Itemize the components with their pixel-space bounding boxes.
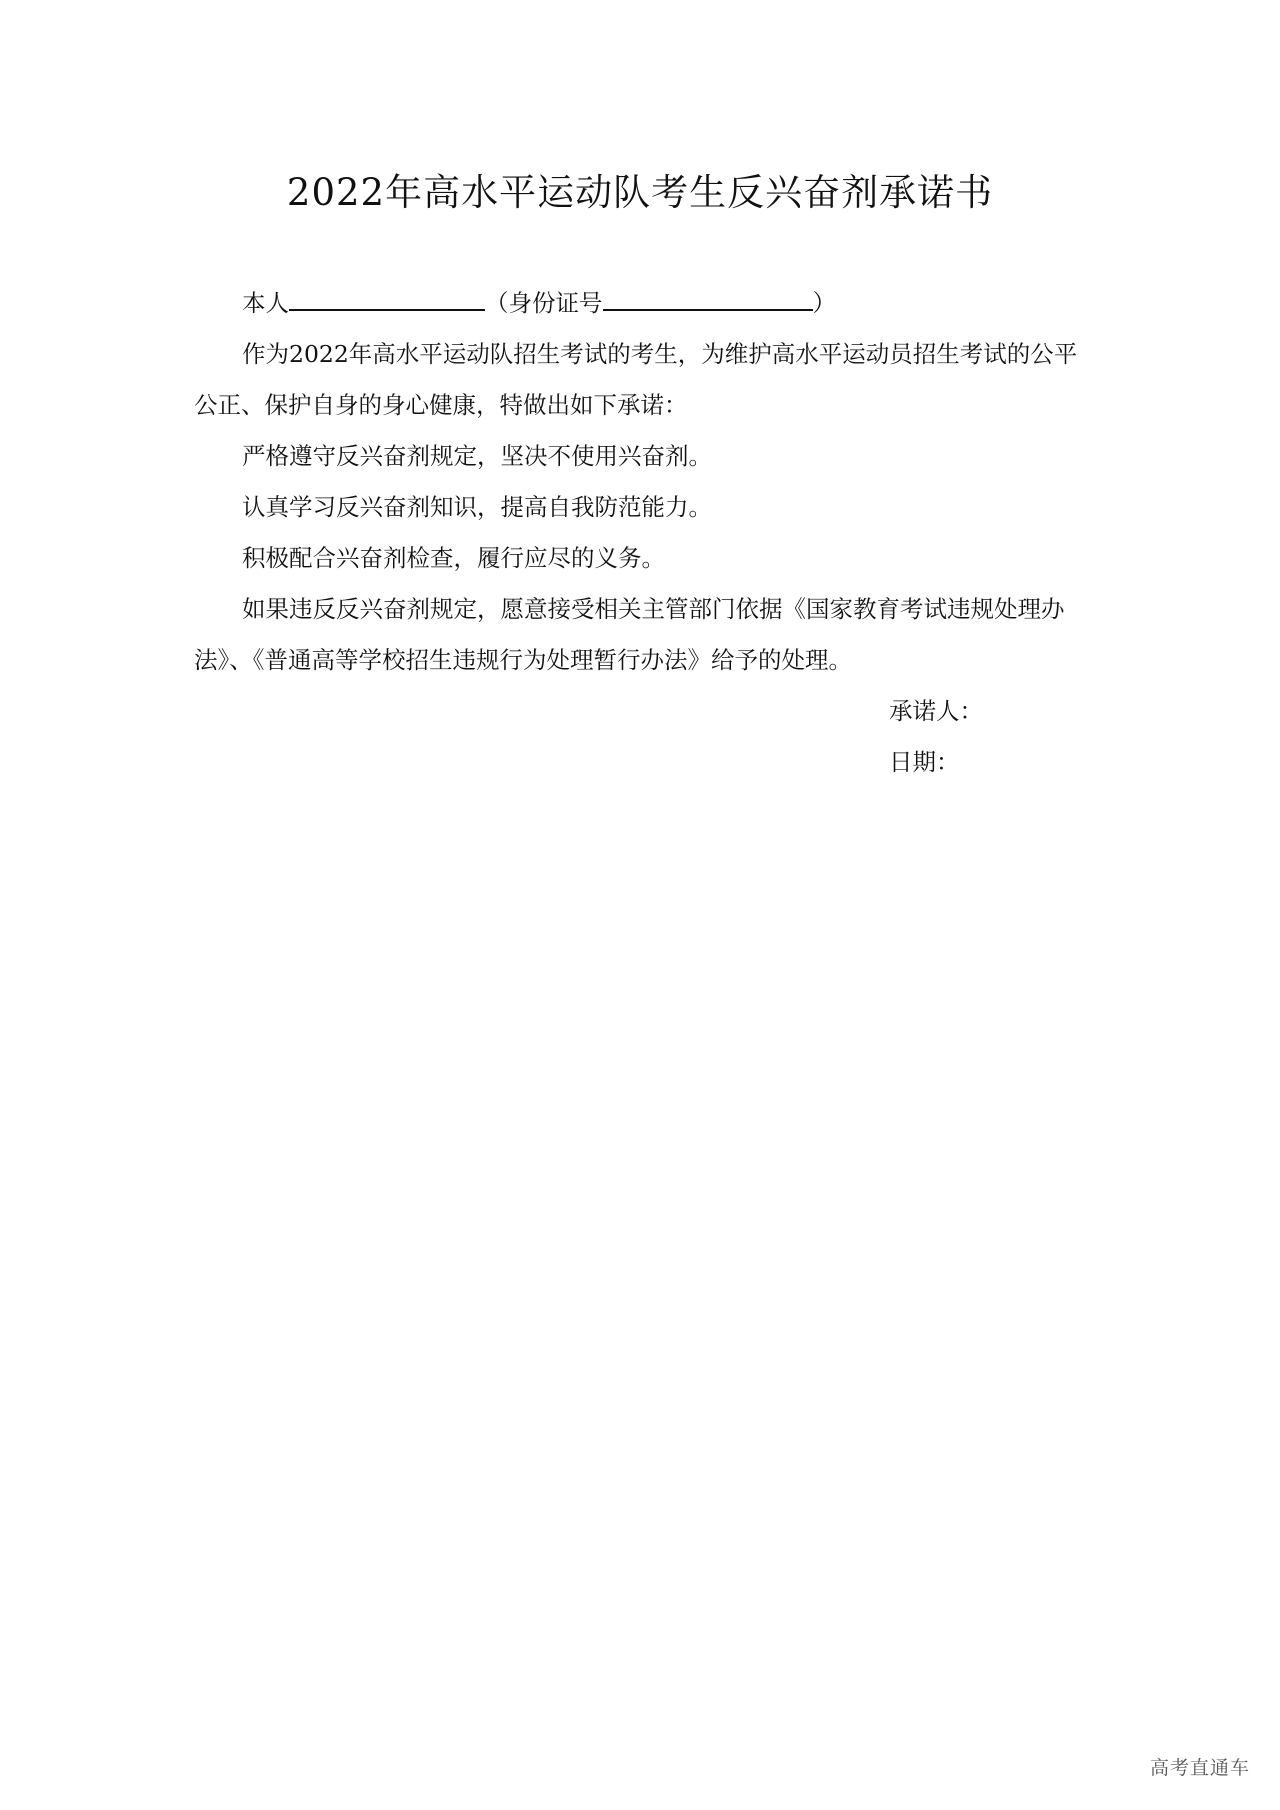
paragraph-intro: 作为2022年高水平运动队招生考试的考生，为维护高水平运动员招生考试的公平公正、保护自身的身心健康，特做出如下承诺： [194,340,1078,419]
paragraph-consequence: 如果违反反兴奋剂规定，愿意接受相关主管部门依据《国家教育考试违规处理办法》、《普通高等学校招生违规行为处理暂行办法》给予的处理。 [194,595,1065,674]
id-number-blank-line [603,289,813,311]
paragraph-commitment-2: 认真学习反兴奋剂知识，提高自我防范能力。 [242,493,712,521]
signer-label: 承诺人： [889,697,983,725]
date-label: 日期： [889,748,960,776]
id-label: （身份证号 [485,289,603,317]
document-body [194,278,1090,686]
name-label: 本人 [242,289,289,317]
watermark-text: 高考直通车 [1149,1757,1250,1779]
name-blank-line [289,289,485,311]
paragraph-commitment-1: 严格遵守反兴奋剂规定，坚决不使用兴奋剂。 [242,442,712,470]
paragraph-commitment-3: 积极配合兴奋剂检查，履行应尽的义务。 [242,544,665,572]
identity-line [194,278,1090,329]
signature-block [889,686,983,788]
id-close-paren: ） [812,289,836,317]
document-title: 2022年高水平运动队考生反兴奋剂承诺书 [286,171,994,214]
